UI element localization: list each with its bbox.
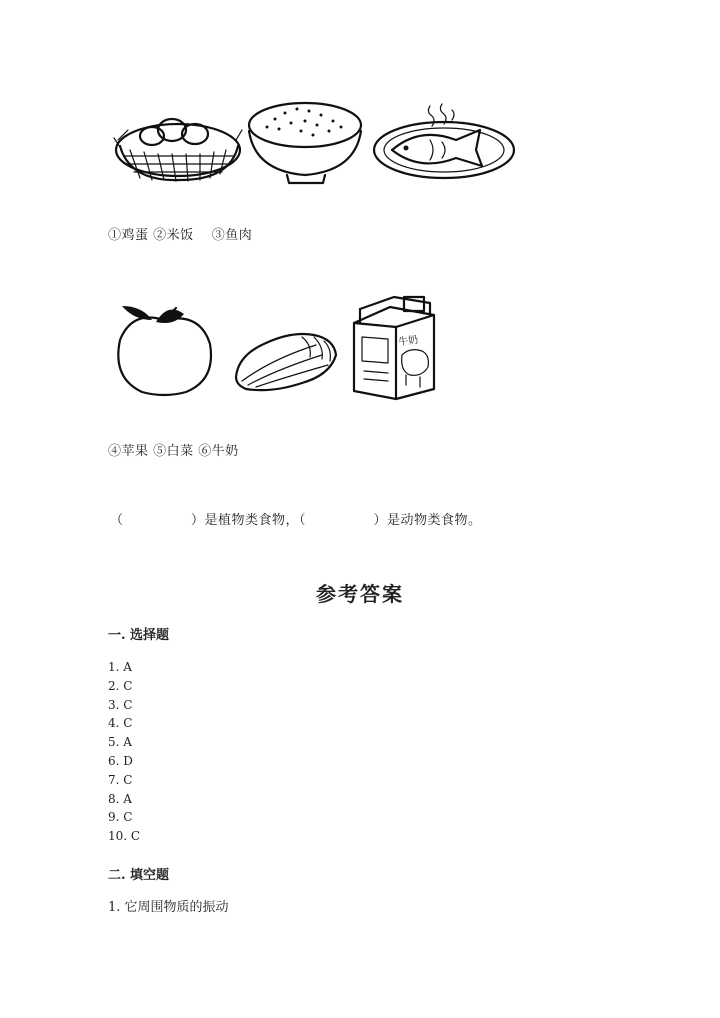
list-item: 3. C (108, 697, 133, 712)
list-item: 5. A (108, 735, 132, 750)
list-item: 1. A (108, 660, 132, 674)
list-item: 1. 它周围物质的振动 (108, 900, 229, 915)
caption-row2: ④苹果 ⑤白菜 ⑥牛奶 (108, 444, 239, 459)
fill-answer-list (108, 899, 229, 918)
fill-sentence: （ ）是植物类食物，（ ）是动物类食物。 (110, 513, 482, 528)
egg-basket-icon (110, 110, 245, 185)
section-choice-heading: 一. 选择题 (108, 628, 170, 643)
caption-row1: ①鸡蛋 ②米饭 ③鱼肉 (108, 228, 253, 243)
rice-bowl-icon (245, 97, 365, 185)
answer-title: 参考答案 (316, 582, 404, 606)
list-item: 4. C (108, 716, 133, 731)
fish-plate-icon (370, 100, 518, 182)
list-item: 10. C (108, 829, 141, 844)
apple-icon (112, 300, 217, 400)
milk-carton-label: 牛奶 (397, 334, 419, 349)
list-item: 6. D (108, 753, 133, 768)
section-fill-heading: 二. 填空题 (108, 868, 170, 883)
milk-carton-icon (350, 293, 438, 400)
list-item: 8. A (108, 791, 132, 806)
cabbage-icon (232, 325, 340, 395)
choice-answer-list (108, 658, 140, 846)
list-item: 2. C (108, 678, 133, 693)
list-item: 7. C (108, 772, 133, 787)
list-item: 9. C (108, 810, 133, 825)
